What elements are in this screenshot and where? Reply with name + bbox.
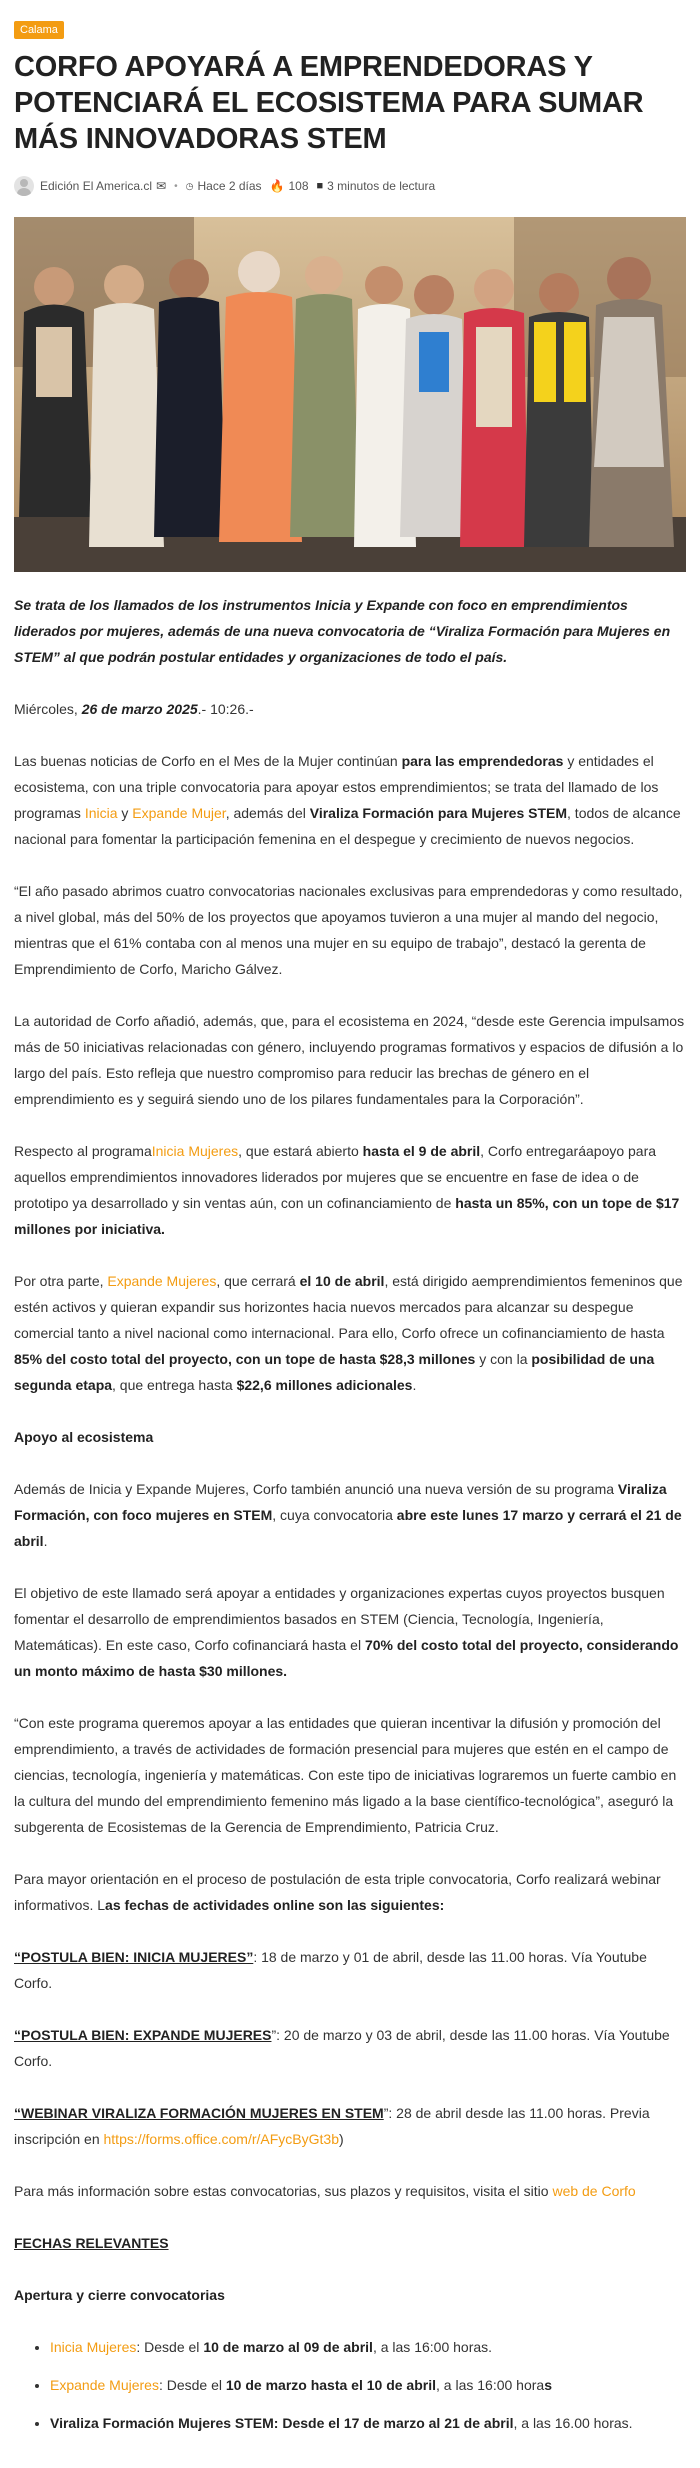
webinar-inicia: “POSTULA BIEN: INICIA MUJERES”: 18 de marzo y 01 de abril, desde las 11.00 horas. Vía Youtube Corfo.: [14, 1949, 647, 1991]
separator-dot: •: [174, 180, 178, 192]
article-body: [14, 592, 686, 2436]
web-corfo-link[interactable]: web de Corfo: [552, 2183, 636, 2199]
inicia-link[interactable]: Inicia: [84, 805, 118, 821]
article-title: CORFO APOYARÁ A EMPRENDEDORAS Y POTENCIARÁ EL ECOSISTEMA PARA SUMAR MÁS INNOVADORAS STEM: [14, 51, 644, 155]
paragraph-9: Para mayor orientación en el proceso de postulación de esta triple convocatoria, Corfo realizará webinar informativos. Las fechas de actividades online son las siguientes:: [14, 1871, 661, 1913]
inicia-mujeres-link[interactable]: Inicia Mujeres: [151, 1143, 239, 1159]
article-meta: [14, 175, 686, 197]
expande-mujeres-link[interactable]: Expande Mujeres: [107, 1273, 217, 1289]
paragraph-5: Por otra parte, Expande Mujeres, que cerrará el 10 de abril, está dirigido aemprendimientos femeninos que estén activos y quieran expandir sus horizontes hacia nuevos mercados para alcanzar su despegue comercial tanto a nivel nacional como internacional. Para ello, Corfo ofrece un cofinanciamiento de hasta 85% del costo total del proyecto, con un tope de hasta $28,3 millones y con la posibilidad de una segunda etapa, que entrega hasta $22,6 millones adicionales.: [14, 1273, 683, 1393]
heading-apoyo-ecosistema: Apoyo al ecosistema: [14, 1429, 154, 1445]
fire-icon: 🔥: [269, 179, 285, 193]
forms-link[interactable]: https://forms.office.com/r/AFycByGt3b: [103, 2131, 339, 2147]
read-time: 3 minutos de lectura: [327, 179, 436, 193]
paragraph-7: El objetivo de este llamado será apoyar a entidades y organizaciones expertas cuyos proyectos busquen fomentar el desarrollo de emprendimientos basados en STEM (Ciencia, Tecnología, Ingeniería, Matemáticas). En este caso, Corfo cofinanciará hasta el 70% del costo total del proyecto, considerando un monto máximo de hasta $30 millones.: [14, 1585, 679, 1679]
webinar-expande: “POSTULA BIEN: EXPANDE MUJERES”: 20 de marzo y 03 de abril, desde las 11.00 horas. Vía Youtube Corfo.: [14, 2027, 670, 2069]
webinar-expande-title[interactable]: “POSTULA BIEN: EXPANDE MUJERES: [14, 2027, 272, 2043]
author-name[interactable]: Edición El America.cl: [40, 179, 153, 193]
clock-icon: ◷: [185, 180, 194, 191]
paragraph-2: “El año pasado abrimos cuatro convocatorias nacionales exclusivas para emprendedoras y como resultado, a nivel global, más del 50% de los proyectos que apoyamos tuvieron a una mujer al mando del negocio, mientras que el 61% contaba con al menos una mujer en su equipo de trabajo”, destacó la gerenta de Emprendimiento de Corfo, Maricho Gálvez.: [14, 883, 683, 977]
webinar-inicia-title[interactable]: “POSTULA BIEN: INICIA MUJERES”: [14, 1949, 254, 1965]
paragraph-8: “Con este programa queremos apoyar a las entidades que quieran incentivar la difusión y promoción del emprendimiento, a través de actividades de formación presencial para mujeres que estén en el campo de ciencias, tecnología, ingeniería y matemáticas. Con este tipo de iniciativas lograremos un fuerte cambio en la cultura del mundo del emprendimiento femenino más ligado a la base científico-tecnológica”, aseguró la subgerenta de Ecosistemas de la Gerencia de Emprendimiento, Patricia Cruz.: [14, 1715, 677, 1835]
person-5: [290, 256, 360, 537]
list-item: • Expande Mujeres: Desde el 10 de marzo hasta el 10 de abril, a las 16:00 horas: [50, 2372, 686, 2398]
heading-fechas-relevantes: FECHAS RELEVANTES: [14, 2235, 169, 2251]
list-item: • Inicia Mujeres: Desde el 10 de marzo al 09 de abril, a las 16:00 horas.: [50, 2334, 686, 2360]
article-photo: [14, 217, 686, 572]
paragraph-4: Respecto al programaInicia Mujeres, que estará abierto hasta el 9 de abril, Corfo entregaráapoyo para aquellos emprendimientos innovadores liderados por mujeres que se encuentre en fase de idea o de prototipo ya desarrollado y sin ventas aún, con un cofinanciamiento de hasta un 85%, con un tope de $17 millones por iniciativa.: [14, 1143, 680, 1237]
time-ago: Hace 2 días: [197, 179, 262, 193]
paragraph-3: La autoridad de Corfo añadió, además, que, para el ecosistema en 2024, “desde este Gerencia impulsamos más de 50 iniciativas relacionadas con género, incluyendo programas formativos y espacios de difusión a lo largo del país. Esto refleja que nuestro compromiso para reducir las brechas de género en el emprendimiento es y seguirá siendo uno de los pilares fundamentales para la Corporación”.: [14, 1013, 685, 1107]
view-count: 108: [288, 179, 309, 193]
inicia-mujeres-date-link[interactable]: Inicia Mujeres: [50, 2339, 137, 2355]
list-item: • Viraliza Formación Mujeres STEM: Desde el 17 de marzo al 21 de abril, a las 16.00 horas.: [50, 2410, 686, 2436]
article-lead: Se trata de los llamados de los instrumentos Inicia y Expande con foco en emprendimientos liderados por mujeres, además de una nueva convocatoria de “Viraliza Formación para Mujeres en STEM” al que podrán postular entidades y organizaciones de todo el país.: [14, 597, 671, 665]
category-badge[interactable]: Calama: [14, 21, 64, 39]
webinar-viraliza: “WEBINAR VIRALIZA FORMACIÓN MUJERES EN STEM”: 28 de abril desde las 11.00 horas. Previa inscripción en https://forms.office.com/r/AFycByGt3b): [14, 2105, 650, 2147]
group-photo-illustration: [14, 217, 686, 572]
article-date: Miércoles, 26 de marzo 2025.- 10:26.-: [14, 701, 254, 717]
bookmark-icon: ■: [316, 180, 324, 192]
expande-mujer-link[interactable]: Expande Mujer: [132, 805, 226, 821]
webinar-viraliza-title[interactable]: “WEBINAR VIRALIZA FORMACIÓN MUJERES EN STEM: [14, 2105, 384, 2121]
heading-apertura-cierre: Apertura y cierre convocatorias: [14, 2287, 225, 2303]
expande-mujeres-date-link[interactable]: Expande Mujeres: [50, 2377, 159, 2393]
paragraph-6: Además de Inicia y Expande Mujeres, Corfo también anunció una nueva versión de su programa Viraliza Formación, con foco mujeres en STEM, cuya convocatoria abre este lunes 17 marzo y cerrará el 21 de abril.: [14, 1481, 682, 1549]
paragraph-1: Las buenas noticias de Corfo en el Mes de la Mujer continúan para las emprendedoras y entidades el ecosistema, con una triple convocatoria para apoyar estos emprendimientos; se trata del llamado de los programas Inicia y Expande Mujer, además del Viraliza Formación para Mujeres STEM, todos de alcance nacional para fomentar la participación femenina en el despegue y crecimiento de nuevos negocios.: [14, 753, 681, 847]
dates-list: [14, 2334, 686, 2436]
envelope-icon[interactable]: ✉: [156, 179, 167, 193]
author-avatar[interactable]: [14, 176, 34, 196]
paragraph-10: Para más información sobre estas convocatorias, sus plazos y requisitos, visita el sitio web de Corfo: [14, 2183, 636, 2199]
